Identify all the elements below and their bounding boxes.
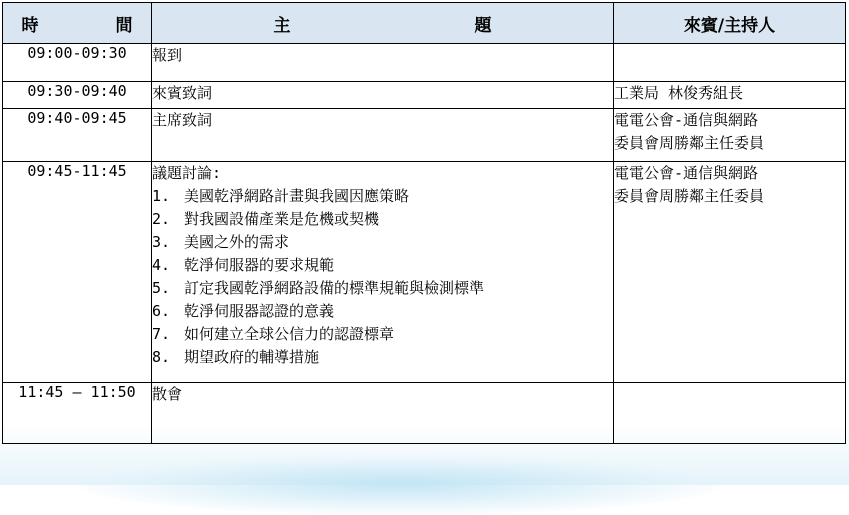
- topic-cell: [152, 162, 614, 383]
- host-line: 委員會周勝鄰主任委員: [614, 187, 765, 205]
- host-cell: [614, 162, 846, 383]
- header-host: 來賓/主持人: [614, 3, 846, 44]
- time-cell: 09:45-11:45: [3, 162, 152, 383]
- time-cell: 11:45 – 11:50: [3, 383, 152, 444]
- host-line: 委員會周勝鄰主任委員: [614, 134, 765, 152]
- time-cell: 09:40-09:45: [3, 109, 152, 162]
- table-row: [3, 82, 846, 109]
- agenda-table: [2, 2, 846, 444]
- discussion-heading: 議題討論:: [152, 164, 222, 182]
- list-item: 8. 期望政府的輔導措施: [152, 348, 320, 366]
- table-row: [3, 44, 846, 82]
- table-row: [3, 162, 846, 383]
- table-row: [3, 383, 846, 444]
- host-cell: 工業局 林俊秀組長: [614, 82, 846, 109]
- list-item: 3. 美國之外的需求: [152, 233, 290, 251]
- topic-cell: 散會: [152, 383, 614, 444]
- time-cell: 09:00-09:30: [3, 44, 152, 82]
- topic-cell: 報到: [152, 44, 614, 82]
- list-item: 1. 美國乾淨網路計畫與我國因應策略: [152, 187, 410, 205]
- list-item: 4. 乾淨伺服器的要求規範: [152, 256, 335, 274]
- discussion-list: [152, 185, 613, 369]
- host-line: 電電公會-通信與網路: [614, 164, 759, 182]
- header-time: 時 間: [3, 3, 152, 44]
- header-topic: 主 題: [152, 3, 614, 44]
- list-item: 7. 如何建立全球公信力的認證標章: [152, 325, 395, 343]
- host-cell: [614, 383, 846, 444]
- header-row: [3, 3, 846, 44]
- list-item: 2. 對我國設備產業是危機或契機: [152, 210, 380, 228]
- topic-cell: 來賓致詞: [152, 82, 614, 109]
- host-cell: [614, 109, 846, 162]
- table-row: [3, 109, 846, 162]
- topic-cell: 主席致詞: [152, 109, 614, 162]
- time-cell: 09:30-09:40: [3, 82, 152, 109]
- host-cell: [614, 44, 846, 82]
- list-item: 5. 訂定我國乾淨網路設備的標準規範與檢測標準: [152, 279, 485, 297]
- list-item: 6. 乾淨伺服器認證的意義: [152, 302, 335, 320]
- host-line: 電電公會-通信與網路: [614, 111, 759, 129]
